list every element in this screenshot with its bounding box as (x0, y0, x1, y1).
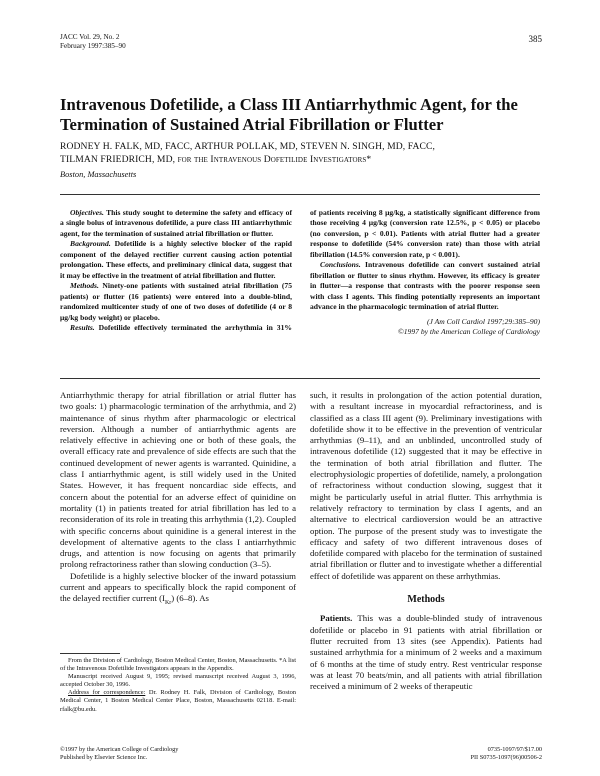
publisher-info: ©1997 by the American College of Cardiology Published by Elsevier Science Inc. (60, 746, 179, 761)
footnote-received: Manuscript received August 9, 1995; revised manuscript received August 3, 1996, accepted October 30, 1996. (60, 673, 296, 689)
author-affiliation: Boston, Massachusetts (60, 170, 137, 179)
intro-paragraph-2: Dofetilide is a highly selective blocker of the inward potassium current and appears to specifically block the rapid component of the delayed rectifier current $(I_{Kr})$ (6–8). As (60, 570, 296, 607)
body-column-left (60, 390, 296, 609)
author-list (60, 140, 560, 166)
citation: (J Am Coll Cardiol 1997;29:385–90) (426, 316, 540, 326)
abstract-results: Results. Dofetilide effectively terminated the arrhythmia in 31% (70, 322, 292, 332)
footnote-rule (60, 653, 120, 654)
page-number: 385 (528, 34, 542, 44)
intro-paragraph-1: Antiarrhythmic therapy for atrial fibrillation or atrial flutter has two goals: 1) pharmacologic termination of the arrhythmia, and 2) maintenance of sinus rhythm after pharmacologic or electrical reversion. Although a number of antiarrhythmic agents are relatively effective in achieving one or both of these goals, the overall efficacy rate and prevalence of side effects are such that the continued development of newer agents is warranted. Quinidine, a class I antiarrhythmic agent, is still widely used in the United States. However, it has frequent noncardiac side effects, and concern about the potential for an adverse effect of quinidine on mortality (1) in patients treated for atrial fibrillation has led to a reconsideration of its role in treating this arrhythmia (1,2). Coupled with specific concerns about quinidine is a general interest in the development of alternative agents to the class I antiarrhythmic drugs, and attention is now focusing on agents that primarily prolong refractoriness rather than slowing conduction (3–5). (60, 390, 296, 570)
running-header (60, 33, 126, 51)
copyright-notice: ©1997 by the American College of Cardiology (397, 326, 540, 336)
body-column-right (310, 390, 542, 692)
abstract-column-right (310, 208, 540, 337)
authors-line-2: TILMAN FRIEDRICH, MD, for the Intravenous Dofetilide Investigators* (60, 154, 372, 165)
intro-paragraph-3: such, it results in prolongation of the action potential duration, with a resultant increase in myocardial refractoriness, and is classified as a class III agent (9). Preliminary investigations with dofetilide show it to be effective in the prevention of ventricular arrhythmias (9–11), and an unblinded, uncontrolled study of intravenous dofetilide (12) suggested that it may be effective in the termination of both atrial fibrillation and flutter. The electrophysiologic properties of dofetilide, namely, a prolongation of refractoriness without conduction slowing, suggest that it might be particularly useful in atrial flutter. This arrhythmia is relatively refractory to termination by class I agents, and an alternative to electrical cardioversion would be an attractive option. The purpose of the present study was to investigate the efficacy and safety of two different intravenous doses of dofetilide compared with placebo for the termination of sustained atrial fibrillation or flutter and to investigate whether a differential effect of dofetilide was apparent on these arrhythmias. (310, 390, 542, 581)
methods-heading: Methods (407, 594, 445, 606)
investigator-group: for the Intravenous Dofetilide Investigators* (177, 154, 372, 165)
abstract-bottom-rule (60, 378, 540, 379)
journal-volume: JACC Vol. 29, No. 2 (60, 33, 120, 41)
abstract-objectives: Objectives. This study sought to determine the safety and efficacy of a single bolus of intravenous dofetilide, a pure class III antiarrhythmic agent, for the termination of sustained atrial fibrillation or flutter. (60, 208, 292, 238)
abstract-background: Background. Dofetilide is a highly selective blocker of the rapid component of the delayed rectifier current causing action potential prolongation. These effects, and preliminary clinical data, suggest that it may be effective in the treatment of atrial fibrillation and flutter. (60, 239, 292, 280)
abstract-top-rule (60, 194, 540, 195)
footnote-address: Address for correspondence: Dr. Rodney H. Falk, Division of Cardiology, Boston Medical Center, 1 Boston Medical Center Place, Boston, Massachusetts 02118. E-mail: rfalk@bu.edu. (60, 689, 296, 713)
issue-pages: February 1997:385–90 (60, 42, 126, 50)
abstract-methods: Methods. Ninety-one patients with sustained atrial fibrillation (75 patients) or flutter (16 patients) were entered into a double-blind, randomized multicenter study of one of two doses of dofetilide (4 or 8 μg/kg body weight) or placebo. (60, 281, 292, 322)
footnote-affiliation: From the Division of Cardiology, Boston Medical Center, Boston, Massachusetts. *A list of the Intravenous Dofetilide Investigators appears in the Appendix. (60, 657, 296, 673)
patients-paragraph: Patients. This was a double-blinded study of intravenous dofetilide or placebo in 91 patients with atrial fibrillation or flutter recruited from 13 sites (see Appendix). Patients had sustained arrhythmia for a minimum of 2 weeks and a maximum of 6 months at the time of study entry. Rest ventricular response was at least 70 beats/min, and all patients with atrial fibrillation received a minimum of 2 weeks of therapeutic (310, 613, 542, 692)
abstract-results-continued: of patients receiving 8 μg/kg, a statistically significant difference from those receiving 4 μg/kg (conversion rate 12.5%, p < 0.05) or placebo (no conversion, p < 0.01). Patients with atrial flutter had a greater response to dofetilide (54% conversion rate) than those with atrial fibrillation (14.5% conversion rate, p < 0.001). (310, 208, 540, 259)
authors-line-1: RODNEY H. FALK, MD, FACC, ARTHUR POLLAK, MD, STEVEN N. SINGH, MD, FACC, (60, 141, 436, 152)
abstract-column-left (60, 208, 292, 333)
article-identifiers: 0735-1097/97/$17.00 PII S0735-1097(96)00506-2 (470, 746, 542, 761)
footnotes (60, 657, 296, 714)
article-title: Intravenous Dofetilide, a Class III Antiarrhythmic Agent, for the Termination of Sustained Atrial Fibrillation or Flutter (60, 95, 518, 134)
abstract-conclusions: Conclusions. Intravenous dofetilide can convert sustained atrial fibrillation or flutter to sinus rhythm. However, its efficacy is greater in flutter—a response that contrasts with the poorer response seen with class I agents. This finding potentially represents an important advance in the pharmacologic termination of atrial flutter. (310, 260, 540, 312)
